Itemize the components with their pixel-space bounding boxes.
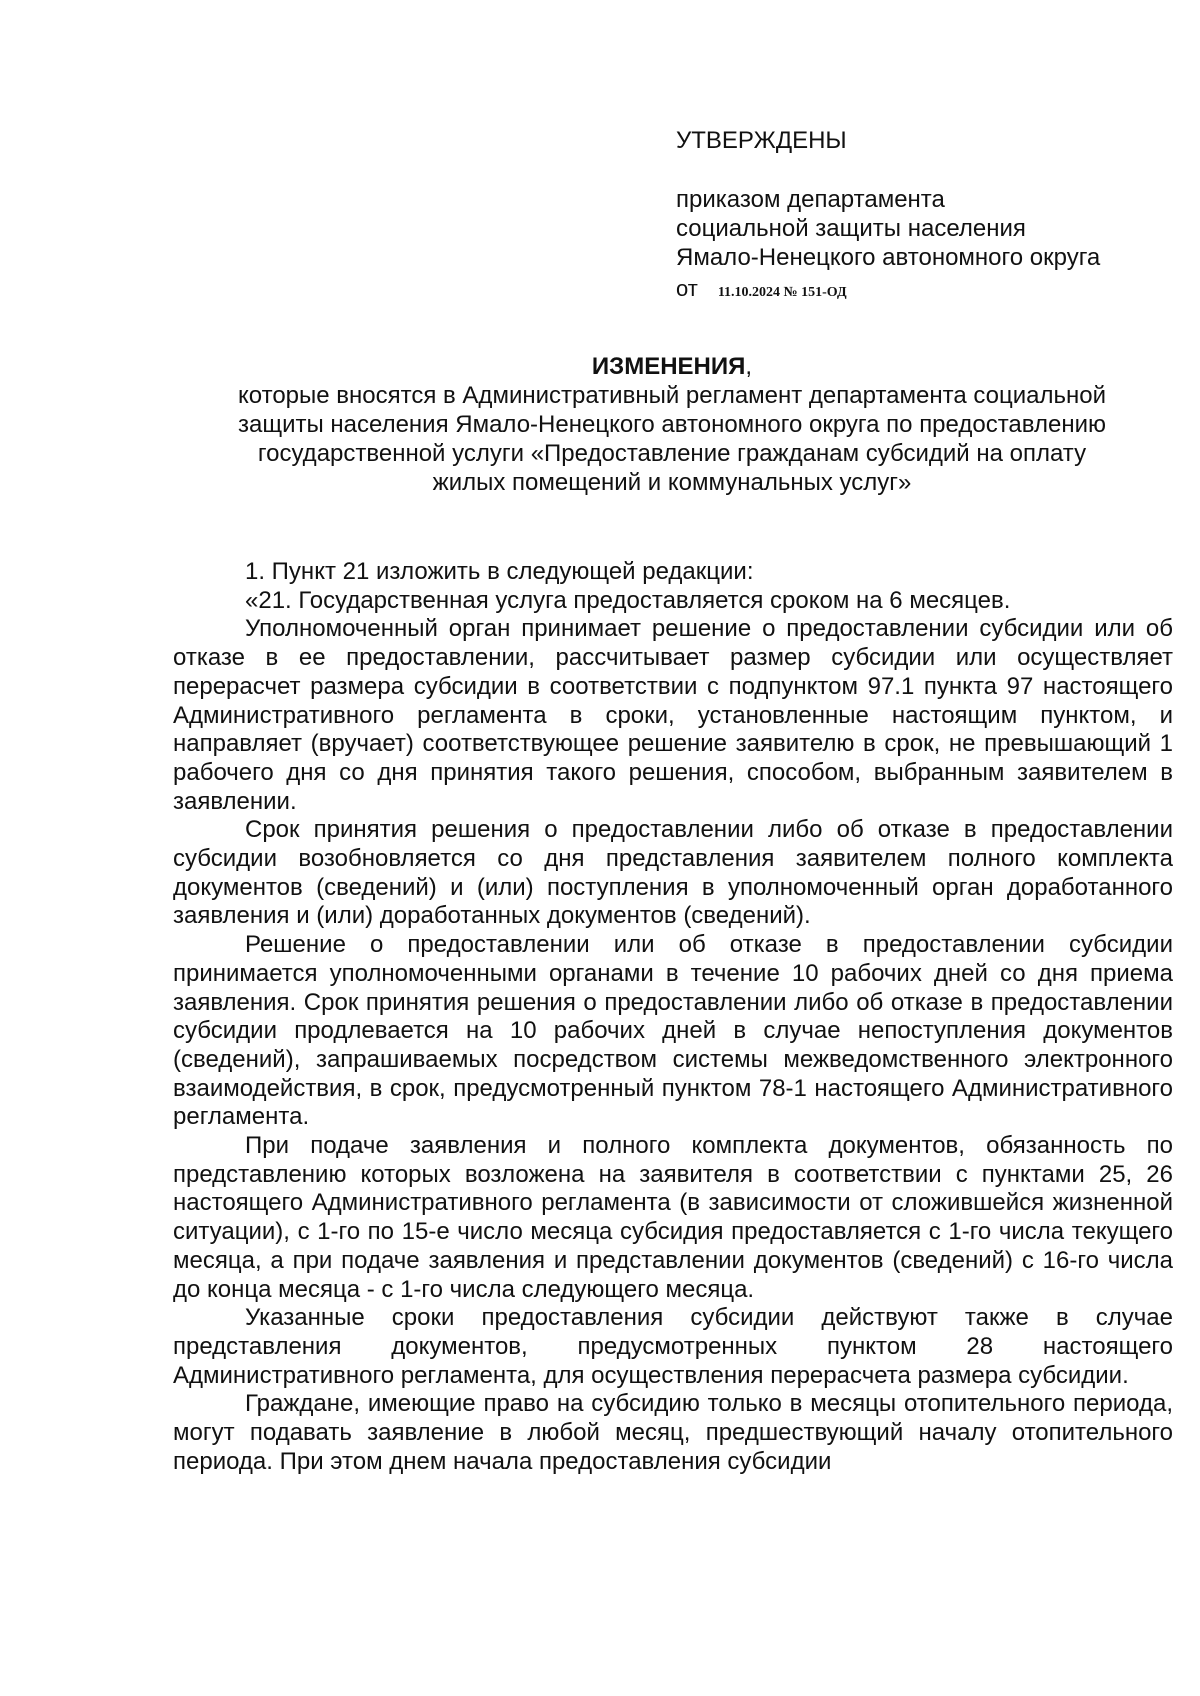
approval-line-1: приказом департамента: [676, 186, 945, 213]
heading-line-1: которые вносятся в Административный регламент департамента социальной: [238, 382, 1106, 409]
paragraph-1: 1. Пункт 21 изложить в следующей редакции:: [245, 558, 754, 585]
heading-title: ИЗМЕНЕНИЯ: [591, 353, 746, 380]
order-from-label: от: [676, 276, 698, 301]
approval-line-2: социальной защиты населения: [676, 215, 1026, 242]
order-line: [676, 274, 1166, 307]
heading-line-2: защиты населения Ямало-Ненецкого автономного округа по предоставлению: [238, 411, 1106, 438]
heading-title-suffix: ,: [745, 353, 753, 380]
paragraph-8: Граждане, имеющие право на субсидию только в месяцы отопительного периода, могут подавать заявление в любой месяц, предшествующий началу отопительного периода. При этом днем начала предоставления субсидии: [173, 1390, 1173, 1475]
paragraph-3: Уполномоченный орган принимает решение о предоставлении субсидии или об отказе в ее предоставлении, рассчитывает размер субсидии или осуществляет перерасчет размера субсидии в соответствии с подпунктом 97.1 пункта 97 настоящего Административного регламента в сроки, установленные настоящим пунктом, и направляет (вручает) соответствующее решение заявителю в срок, не превышающий 1 рабочего дня со дня принятия такого решения, способом, выбранным заявителем в заявлении.: [173, 615, 1173, 815]
paragraph-7: Указанные сроки предоставления субсидии действуют также в случае представления документов, предусмотренных пунктом 28 настоящего Административного регламента, для осуществления перерасчета размера субсидии.: [173, 1304, 1173, 1389]
paragraph-5: Решение о предоставлении или об отказе в предоставлении субсидии принимается уполномоченными органами в течение 10 рабочих дней со дня приема заявления. Срок принятия решения о предоставлении либо об отказе в предоставлении субсидии продлевается на 10 рабочих дней в случае непоступления документов (сведений), запрашиваемых посредством системы межведомственного электронного взаимодействия, в срок, предусмотренный пунктом 78-1 настоящего Административного регламента.: [173, 931, 1173, 1131]
approval-line-3: Ямало-Ненецкого автономного округа: [676, 244, 1101, 271]
heading-line-4: жилых помещений и коммунальных услуг»: [432, 469, 912, 496]
heading-title-line: [172, 352, 1172, 381]
document-heading: [172, 352, 1172, 497]
document-body: [173, 558, 1173, 1477]
approved-label: УТВЕРЖДЕНЫ: [676, 127, 847, 154]
approval-block: [676, 126, 1166, 307]
paragraph-6: При подаче заявления и полного комплекта документов, обязанность по представлению которых возложена на заявителя в соответствии с пунктами 25, 26 настоящего Административного регламента (в зависимости от сложившейся жизненной ситуации), с 1-го по 15-е число месяца субсидия предоставляется с 1-го числа текущего месяца, а при подаче заявления и представлении документов (сведений) с 16-го числа до конца месяца - с 1-го числа следующего месяца.: [173, 1132, 1173, 1303]
order-number: 11.10.2024 № 151-ОД: [717, 285, 847, 300]
paragraph-4: Срок принятия решения о предоставлении либо об отказе в предоставлении субсидии возобновляется со дня представления заявителем полного комплекта документов (сведений) и (или) поступления в уполномоченный орган доработанного заявления и (или) доработанных документов (сведений).: [173, 816, 1173, 930]
paragraph-2: «21. Государственная услуга предоставляется сроком на 6 месяцев.: [245, 586, 1011, 614]
heading-line-3: государственной услуги «Предоставление гражданам субсидий на оплату: [257, 440, 1087, 467]
